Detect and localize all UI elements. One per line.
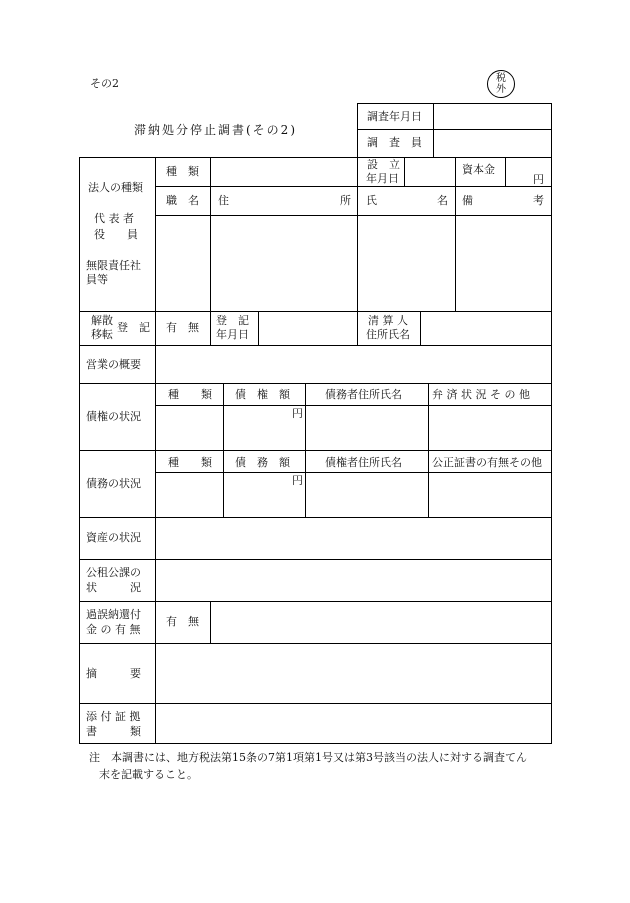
dissolution-label-2: 移転 bbox=[91, 328, 113, 341]
capital-label: 資本金 bbox=[462, 163, 495, 176]
debts-col-kind: 種 類 bbox=[168, 456, 212, 469]
debts-label: 債務の状況 bbox=[86, 477, 141, 490]
summary-label: 摘 要 bbox=[86, 667, 141, 680]
refund-presence[interactable]: 有 無 bbox=[166, 615, 199, 628]
dissolution-reg-label: 登 記 bbox=[117, 321, 150, 334]
liquidator-label-1: 清 算 人 bbox=[368, 314, 408, 327]
claims-label: 債権の状況 bbox=[86, 410, 141, 423]
officers-header-4: 員等 bbox=[86, 273, 108, 286]
claims-col-amount: 債 権 額 bbox=[235, 388, 290, 401]
capital-unit: 円 bbox=[533, 173, 544, 186]
business-label: 営業の概要 bbox=[86, 358, 141, 371]
reg-date-label-1: 登 記 bbox=[216, 314, 249, 327]
claims-col-party: 債務者住所氏名 bbox=[325, 388, 402, 401]
dissolution-label-1: 解散 bbox=[91, 314, 113, 327]
stamp-bottom: 外 bbox=[496, 84, 506, 95]
page-label: その2 bbox=[90, 77, 119, 90]
claims-unit: 円 bbox=[292, 407, 303, 420]
name-label-1: 氏 bbox=[366, 194, 377, 207]
refund-label-1: 過誤納還付 bbox=[86, 608, 141, 621]
form-title: 滞納処分停止調書(その2) bbox=[134, 123, 297, 137]
footnote-line-2: 末を記載すること。 bbox=[99, 768, 198, 781]
stamp-top: 税 bbox=[496, 73, 506, 84]
debts-unit: 円 bbox=[292, 474, 303, 487]
corp-kind-label: 種 類 bbox=[166, 165, 199, 178]
corp-est-label-1: 設 立 bbox=[367, 158, 400, 171]
debts-col-amount: 債 務 額 bbox=[235, 456, 290, 469]
attachments-label-1: 添 付 証 拠 bbox=[86, 710, 141, 723]
remarks-label-2: 考 bbox=[533, 194, 544, 207]
assets-label: 資産の状況 bbox=[86, 531, 141, 544]
claims-col-other: 弁 済 状 況 そ の 他 bbox=[432, 388, 530, 401]
survey-date-label: 調査年月日 bbox=[367, 110, 422, 123]
tax-exempt-stamp bbox=[487, 70, 515, 98]
corp-type-header: 法人の種類 bbox=[88, 181, 143, 194]
taxes-label-2: 状 況 bbox=[86, 581, 141, 594]
reg-date-label-2: 年月日 bbox=[216, 328, 249, 341]
officers-header-1: 代 表 者 bbox=[94, 212, 134, 225]
dissolution-presence[interactable]: 有 無 bbox=[166, 321, 199, 334]
survey-staff-label: 調 査 員 bbox=[367, 136, 422, 149]
officers-header-2: 役 員 bbox=[94, 228, 138, 241]
address-label-2: 所 bbox=[340, 194, 351, 207]
claims-col-kind: 種 類 bbox=[168, 388, 212, 401]
post-label: 職 名 bbox=[166, 194, 199, 207]
address-label-1: 住 bbox=[218, 194, 229, 207]
name-label-2: 名 bbox=[437, 194, 448, 207]
footnote-line-1: 注 本調書には、地方税法第15条の7第1項第1号又は第3号該当の法人に対する調査てん bbox=[89, 751, 527, 764]
debts-col-party: 債権者住所氏名 bbox=[325, 456, 402, 469]
corp-est-label-2: 年月日 bbox=[366, 172, 399, 185]
liquidator-label-2: 住所氏名 bbox=[366, 328, 410, 341]
officers-header-3: 無限責任社 bbox=[86, 259, 141, 272]
debts-col-other: 公正証書の有無その他 bbox=[432, 456, 542, 469]
taxes-label-1: 公租公課の bbox=[86, 566, 141, 579]
attachments-label-2: 書 類 bbox=[86, 725, 141, 738]
refund-label-2: 金 の 有 無 bbox=[86, 623, 141, 636]
remarks-label-1: 備 bbox=[462, 194, 473, 207]
